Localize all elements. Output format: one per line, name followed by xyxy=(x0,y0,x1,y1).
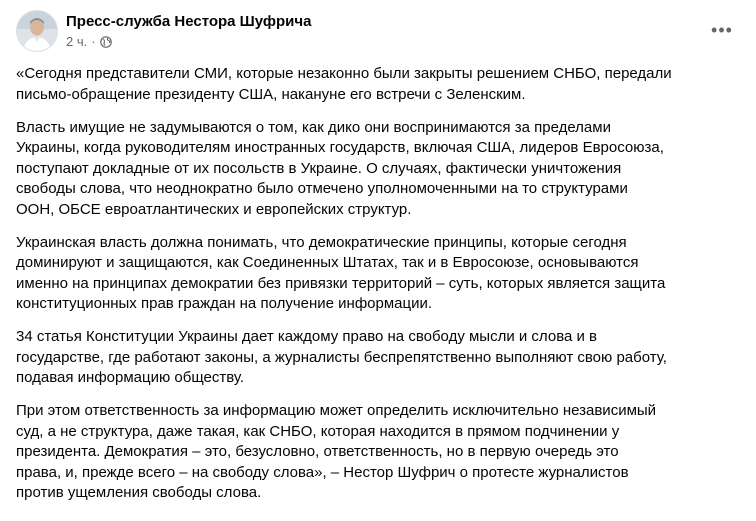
post-paragraph: Власть имущие не задумываются о том, как дико они воспринимаются за пределами Украины, когда руководителям иностранных государств, включая США, лидеров Евросоюза, поступают докладные от их посольств в Украине. О случаях, фактически уничтожения свободы слова, что неоднократно было отмечено уполномоченными на то структурами ООН, ОБСЕ евроатлантических и европейских структур. xyxy=(16,118,664,218)
avatar-person-icon xyxy=(17,11,57,51)
meta-separator: · xyxy=(91,34,96,49)
more-horizontal-icon: ••• xyxy=(711,20,733,40)
author-name[interactable]: Пресс-служба Нестора Шуфрича xyxy=(66,13,312,30)
post-header xyxy=(16,10,740,56)
post-meta xyxy=(66,34,112,49)
post-paragraph: «Сегодня представители СМИ, которые незаконно были закрыты решением СНБО, передали письмо-обращение президенту США, накануне его встречи с Зеленским. xyxy=(16,65,672,103)
post-paragraph: 34 статья Конституции Украины дает каждому право на свободу мысли и слова и в государстве, где работают законы, а журналисты беспрепятственно выполняют свою работу, подавая информацию обществу. xyxy=(16,328,667,386)
globe-icon[interactable] xyxy=(100,36,112,48)
more-options-button[interactable] xyxy=(704,12,740,48)
post-timestamp[interactable]: 2 ч. xyxy=(66,34,88,49)
post-paragraph: Украинская власть должна понимать, что демократические принципы, которые сегодня доминируют и защищаются, как Соединенных Штатах, так и в Евросоюзе, основываются именно на принципах демократии без привязки территорий – суть, которых является защита конституционных прав граждан на получение информации. xyxy=(16,233,666,312)
post-paragraph: При этом ответственность за информацию может определить исключительно независимый суд, а не структура, даже такая, как СНБО, которая находится в прямом подчинении у президента. Демократия – это, безусловно, ответственность, но в первую очередь это права, и, прежде всего – на свободу слова», – Нестор Шуфрич о протесте журналистов против ущемления свободы слова. xyxy=(16,402,657,501)
author-avatar[interactable] xyxy=(16,10,58,52)
post-content xyxy=(16,64,744,516)
